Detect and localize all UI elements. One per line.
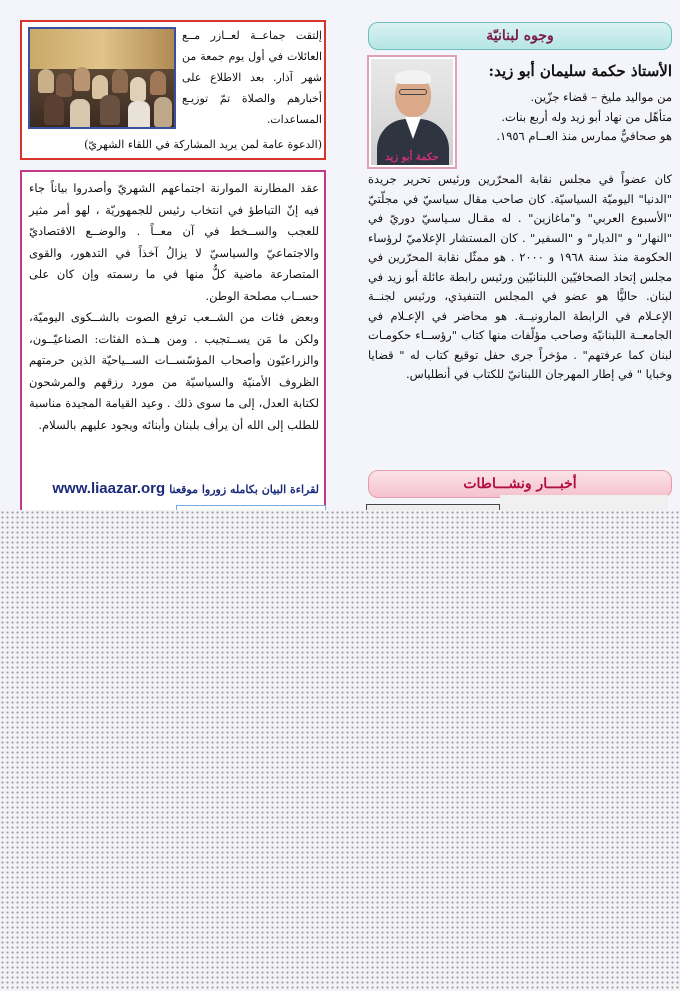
bishops-statement-box [20,170,326,515]
portrait-glasses [399,89,427,95]
bio-long-text [368,170,672,385]
photo-person [128,101,150,129]
photo-person [154,97,172,127]
photo-person [44,95,64,125]
website-link[interactable]: www.liaazar.org [52,480,166,497]
photo-person [150,71,166,95]
bio-short-details [458,88,672,147]
photo-person [100,95,120,125]
gathering-photo [28,27,176,129]
bio-paragraph: كان عضواً في مجلس نقابة المحرّرين ورئيس تحرير جريدة "الدنيا" اليوميّة السياسيّة. كان صاحب مقال سياسيّ في مجلّتيّ "الأسبوع العربي" و"ماغازين" . له مقـال سـياسيّ دوريّ في "النهار" و "الديار" و "السفير" . كان المستشار الإعلاميّ لرؤساء الحكومة منذ سنة ١٩٦٨ و ٢٠٠٠ . هو ممثّل نقابة المحرّرين في مجلس إتحاد الصحافيّين اللبنانيّين ورئيس رابطة عائلة أبو زيد في لبنان. حاليًّا هو عضو في المجلس التنفيذي، ورئيس لجنــة الإعـلام في الرابطة المارونيــة. هو محاضر في الإعـلام في الجامعــة اللبنانيّة وصاحب مؤلّفات منها كتاب "رؤســاء حكومـات لبنان كما عرفتهم" . مؤخراً جرى حفل توقيع كتاب له " قضايا وخبايا " في إطار المهرجان اللبنانيّ للكتاب في أنطلياس. [368,172,672,381]
news-panel-strip [500,495,668,510]
website-label: لقراءة البيان بكامله زوروا موقعنا [169,483,319,496]
photo-person [74,67,90,91]
section-title-news-activities [368,470,672,498]
person-portrait [367,55,457,169]
portrait-image [371,59,453,165]
photo-person [70,99,90,129]
photo-person [56,73,72,97]
website-line [29,480,319,497]
bio-line-family: متأهّل من نهاد أبو زيد وله أربع بنات. [501,109,672,124]
unrendered-area-pattern [0,510,680,991]
bio-line-career: هو صحافيٌّ ممارس منذ العــام ١٩٥٦. [496,129,672,143]
portrait-caption: حكمة أبو زيد [385,152,439,163]
photo-person [38,69,54,93]
photo-person [112,69,128,93]
section-title-lebanese-faces [368,22,672,50]
statement-paragraph: عقد المطارنة الموارنة اجتماعهم الشهريّ وأصدروا بياناً جاء فيه إنّ التباطؤ في انتخاب رئيس للجمهوريّة ، لهو أمر مثير للعجب والســخط في آن معــاً . والوضــع الاقتصاديّ والاجتماعيّ والسياسيّ لا يزالُ آخذاً في التدهور، والقوى المتصارعة ماضية كلٌّ منها في ما رسمته وإن كان على حســاب مصلحة الوطن. [29,181,319,303]
photo-wall [30,29,174,69]
statement-text [29,178,319,436]
lazarus-gathering-box [20,20,326,160]
bio-line-birthplace: من مواليد مليخ – قضاء جزّين. [530,90,672,104]
gathering-invitation: (الدعوة عامة لمن يريد المشاركة في اللقاء الشهريّ) [84,138,322,151]
gathering-description: إلتقت جماعــة لعــازر مــع العائلات في أول يوم جمعة من شهر آذار. بعد الاطلاع على أخبارهم والصلاة تمّ توزيـع المساعدات. [182,29,322,126]
portrait-hair [395,70,431,84]
statement-paragraph: وبعض فئات من الشــعب ترفع الصوت بالشــكوى اليوميّة، ولكن ما مَن يســتجيب . ومن هــذه الفئات: الصناعيّــون، والزراعيّون وأصحاب المؤسّســات الســياحيّة الذين حرمتهم الظروف الأمنيّة والسياسيّة من مورد رزقهم والمرشحون لكتابة العدل، إلى ما سوى ذلك . وعيد القيامة المجيدة مناسبة للطلب إلى الله أن يرأف بلبنان وأبنائه ويجود عليهم بالسلام. [29,310,319,432]
section-title-text: أخبـــار ونشـــاطات [463,476,577,492]
section-title-text: وجوه لبنانيّة [486,28,554,44]
person-name: الأستاذ حكمة سليمان أبو زيد: [488,62,672,80]
photo-person [130,77,146,101]
